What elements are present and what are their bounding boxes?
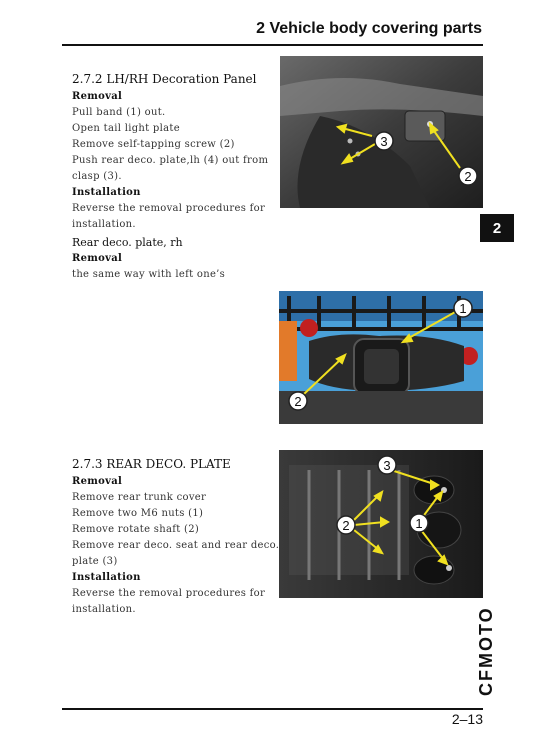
chapter-tab: 2	[480, 214, 514, 242]
installation-heading: Installation	[72, 572, 141, 583]
step-line: clasp (3).	[72, 171, 122, 182]
header-rule	[62, 44, 483, 46]
step-line: installation.	[72, 219, 136, 230]
photo-rear-deco-plate	[279, 450, 483, 598]
section-rear-deco-plate-rh	[72, 235, 225, 283]
section-title: Rear deco. plate, rh	[72, 236, 183, 249]
removal-heading: Removal	[72, 253, 123, 264]
photo-lh-deco-panel	[280, 56, 483, 208]
footer-rule	[62, 708, 483, 710]
page-number: 2–13	[451, 711, 483, 727]
brand-wordmark: CFMOTO	[476, 606, 496, 696]
step-line: installation.	[72, 604, 136, 615]
callout-label: 3	[380, 134, 388, 149]
section-title: 2.7.2 LH/RH Decoration Panel	[72, 72, 257, 86]
section-lh-rh-deco-panel	[72, 70, 268, 233]
step-line: Push rear deco. plate,lh (4) out from	[72, 155, 269, 166]
step-line: Pull band (1) out.	[72, 107, 166, 118]
step-line: plate (3)	[72, 556, 118, 567]
section-rear-deco-plate	[72, 455, 279, 618]
step-line: Remove rear deco. seat and rear deco.	[72, 540, 280, 551]
step-line: Reverse the removal procedures for	[72, 588, 266, 599]
callout-label: 2	[294, 394, 302, 409]
step-line: Open tail light plate	[72, 123, 180, 134]
step-line: Remove rear trunk cover	[72, 492, 207, 503]
callout-label: 2	[342, 518, 350, 533]
photo-rh-deco-plate	[279, 291, 483, 424]
step-line: the same way with left one’s	[72, 269, 226, 280]
page-header-title: 2 Vehicle body covering parts	[256, 20, 482, 37]
step-line: Remove rotate shaft (2)	[72, 524, 200, 535]
step-line: Reverse the removal procedures for	[72, 203, 266, 214]
step-line: Remove two M6 nuts (1)	[72, 508, 204, 519]
removal-heading: Removal	[72, 476, 123, 487]
section-title: 2.7.3 REAR DECO. PLATE	[72, 457, 231, 471]
removal-heading: Removal	[72, 91, 123, 102]
callout-label: 1	[415, 516, 423, 531]
installation-heading: Installation	[72, 187, 141, 198]
step-line: Remove self-tapping screw (2)	[72, 139, 235, 150]
callout-label: 1	[459, 301, 467, 316]
callout-label: 3	[383, 458, 391, 473]
callout-label: 2	[464, 169, 472, 184]
